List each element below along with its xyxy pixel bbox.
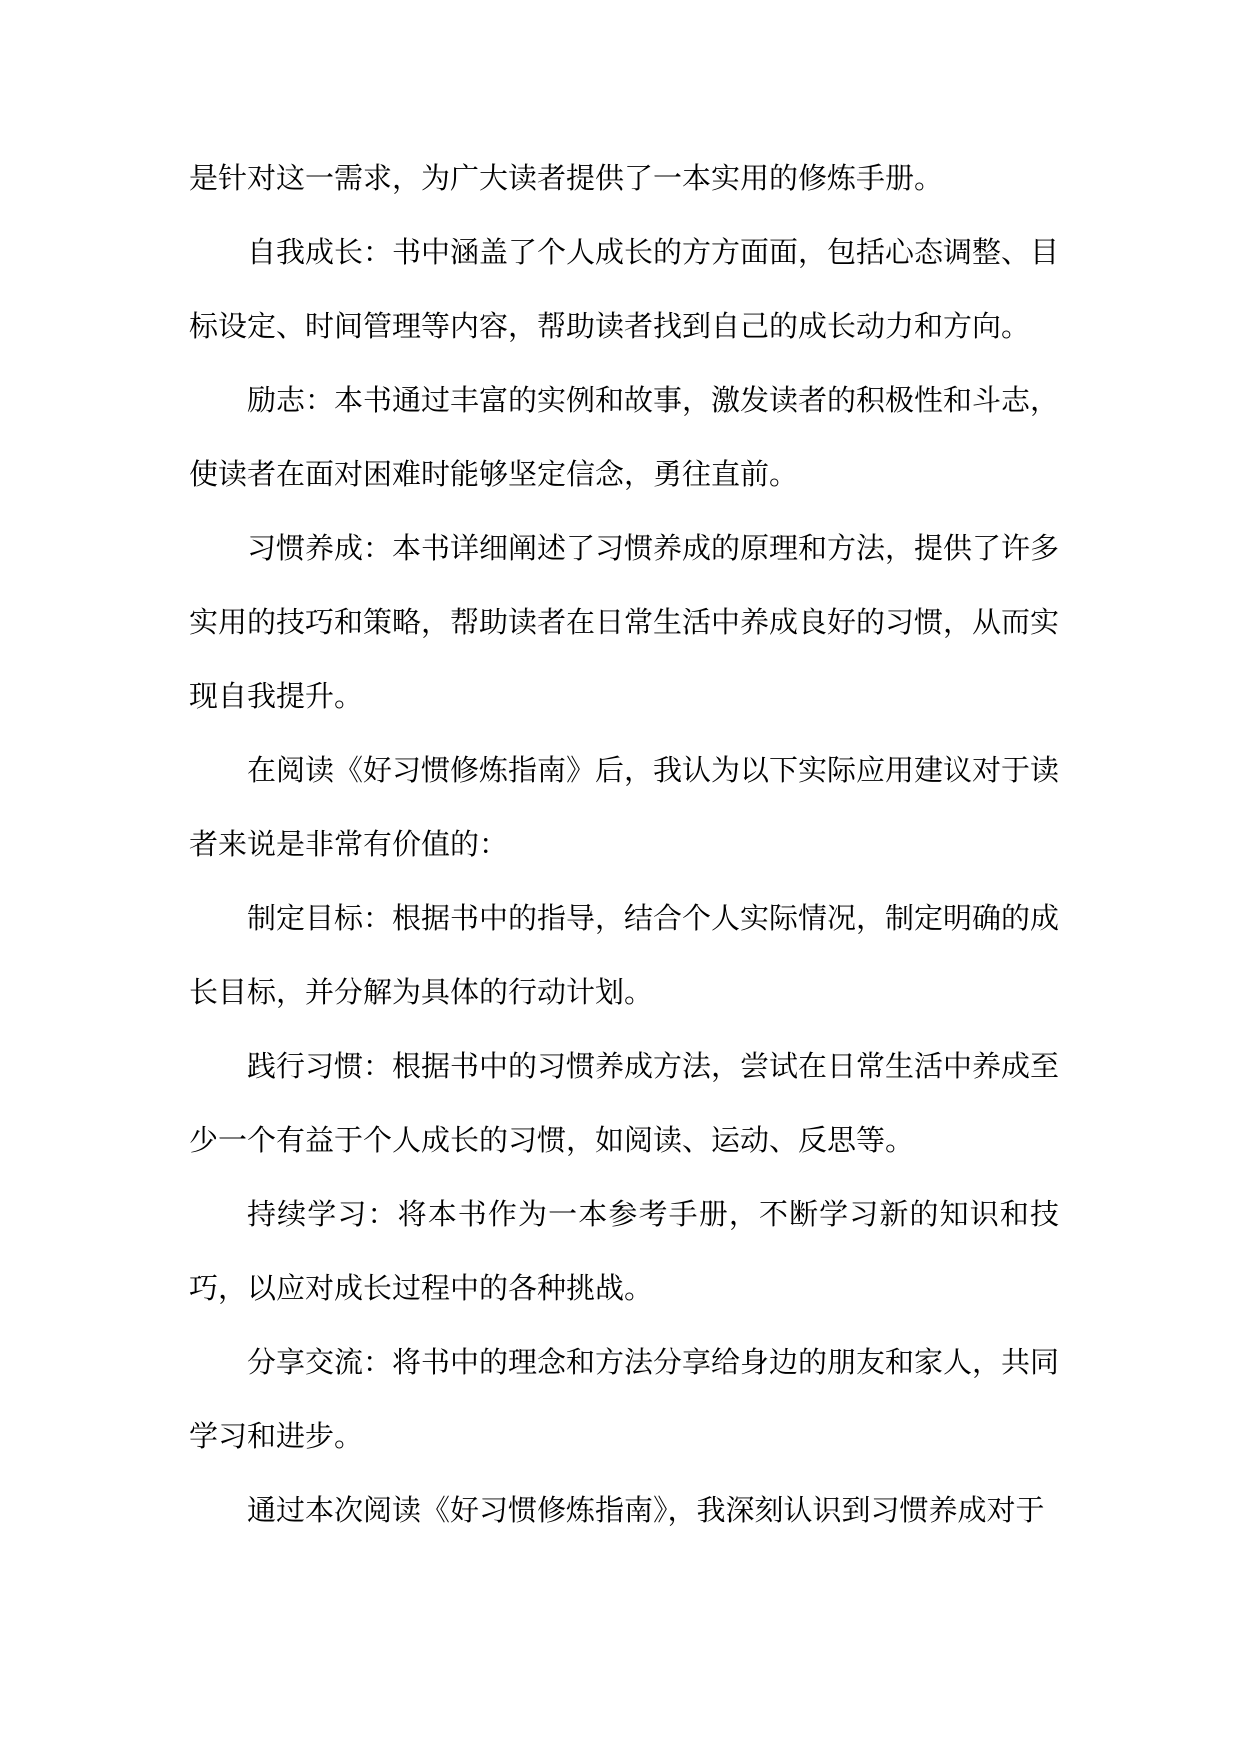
paragraph-set-goals: 制定目标：根据书中的指导，结合个人实际情况，制定明确的成长目标，并分解为具体的行动计划。: [189, 901, 1060, 1009]
paragraph-continuous-learning: 持续学习：将本书作为一本参考手册，不断学习新的知识和技巧，以应对成长过程中的各种挑战。: [189, 1197, 1059, 1305]
paragraph-self-growth: 自我成长：书中涵盖了个人成长的方方面面，包括心态调整、目标设定、时间管理等内容，帮助读者找到自己的成长动力和方向。: [189, 235, 1060, 343]
paragraph-inspiration: 励志：本书通过丰富的实例和故事，激发读者的积极性和斗志，使读者在面对困难时能够坚定信念，勇往直前。: [189, 383, 1060, 491]
paragraph-share-exchange: 分享交流：将书中的理念和方法分享给身边的朋友和家人，共同学习和进步。: [189, 1345, 1060, 1453]
paragraph-continuation: 是针对这一需求，为广大读者提供了一本实用的修炼手册。: [189, 161, 944, 195]
paragraph-habit-building: 习惯养成：本书详细阐述了习惯养成的原理和方法，提供了许多实用的技巧和策略，帮助读者在日常生活中养成良好的习惯，从而实现自我提升。: [189, 531, 1060, 713]
paragraph-practice-habits: 践行习惯：根据书中的习惯养成方法，尝试在日常生活中养成至少一个有益于个人成长的习惯，如阅读、运动、反思等。: [189, 1049, 1060, 1157]
body-text: [189, 141, 1059, 1547]
paragraph-application-intro: 在阅读《好习惯修炼指南》后，我认为以下实际应用建议对于读者来说是非常有价值的：: [189, 753, 1060, 861]
paragraph-conclusion: 通过本次阅读《好习惯修炼指南》，我深刻认识到习惯养成对于: [247, 1493, 1045, 1527]
